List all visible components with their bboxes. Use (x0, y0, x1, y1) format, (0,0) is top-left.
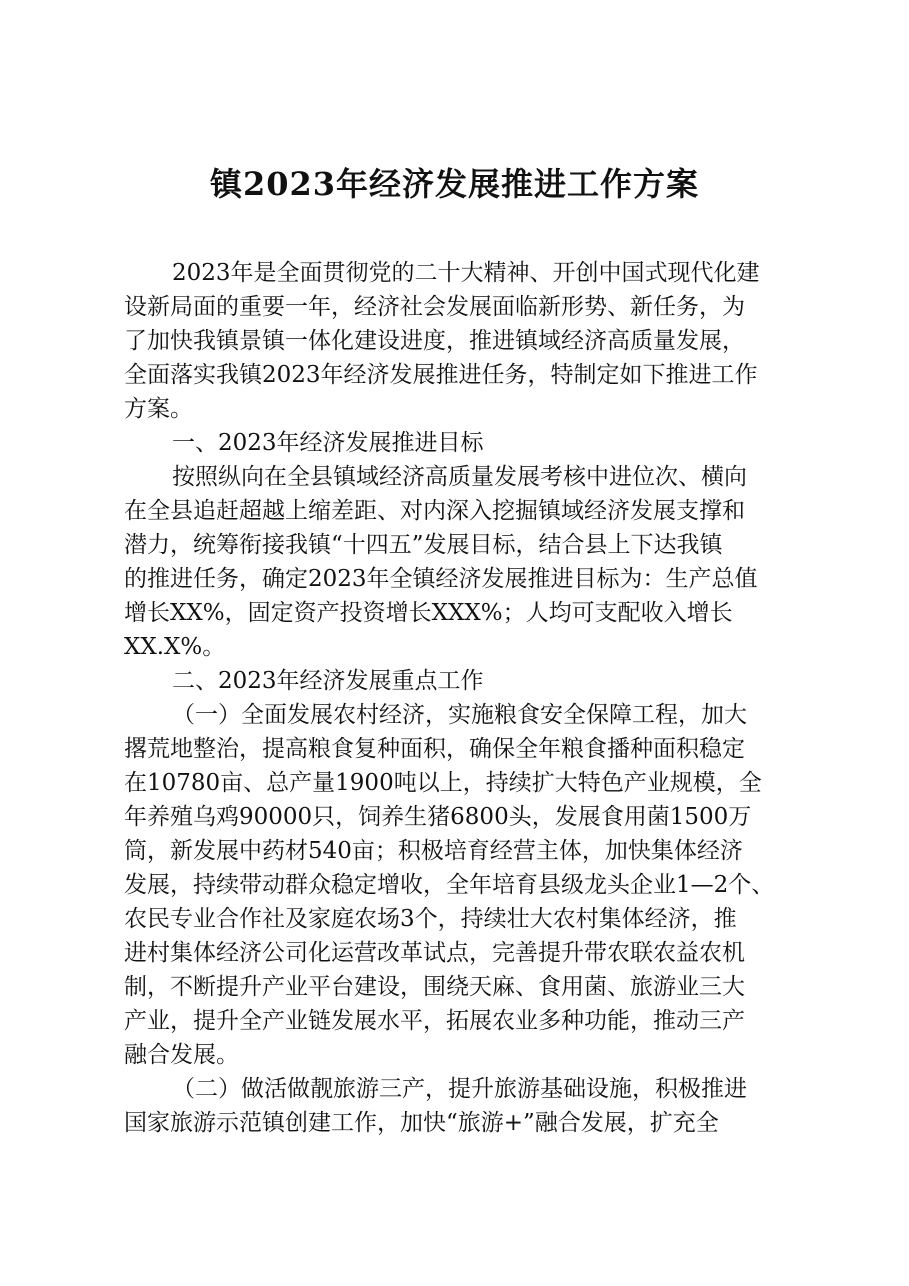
text-line: 增长XX%，固定资产投资增长XXX%；人均可支配收入增长 (124, 600, 733, 626)
text-line: （一）全面发展农村经济，实施粮食安全保障工程，加大 (172, 702, 747, 728)
text-line: 撂荒地整治，提高粮食复种面积，确保全年粮食播种面积稳定 (124, 736, 745, 762)
text-line: 二、2023年经济发展重点工作 (172, 668, 484, 694)
text-line: 进村集体经济公司化运营改革试点，完善提升带农联农益农机 (124, 940, 745, 966)
text-line: 按照纵向在全县镇域经济高质量发展考核中进位次、横向 (172, 464, 747, 490)
text-line: 一、2023年经济发展推进目标 (172, 430, 484, 456)
text-line: 2023年是全面贯彻党的二十大精神、开创中国式现代化建 (172, 260, 760, 286)
text-line: 农民专业合作社及家庭农场3个，持续壮大农村集体经济，推 (124, 906, 737, 932)
text-line: 设新局面的重要一年，经济社会发展面临新形势、新任务，为 (124, 294, 745, 320)
text-line: 全面落实我镇2023年经济发展推进任务，特制定如下推进工作 (124, 362, 758, 388)
text-line: 方案。 (124, 396, 193, 422)
text-line: 筒，新发展中药材540亩；积极培育经营主体，加快集体经济 (124, 838, 743, 864)
text-line: （二）做活做靓旅游三产，提升旅游基础设施，积极推进 (172, 1076, 747, 1102)
text-line: 发展，持续带动群众稳定增收，全年培育县级龙头企业1—2个、 (124, 872, 775, 898)
text-line: 在全县追赶超越上缩差距、对内深入挖掘镇域经济发展支撑和 (124, 498, 745, 524)
text-line: 了加快我镇景镇一体化建设进度，推进镇域经济高质量发展， (124, 328, 745, 354)
text-line: 的推进任务，确定2023年全镇经济发展推进目标为：生产总值 (124, 566, 758, 592)
text-line: 在10780亩、总产量1900吨以上，持续扩大特色产业规模，全 (124, 770, 762, 796)
text-line: 制，不断提升产业平台建设，围绕天麻、食用菌、旅游业三大 (124, 974, 745, 1000)
document-body (124, 256, 824, 1140)
text-line: XX.X%。 (124, 634, 226, 660)
text-line: 产业，提升全产业链发展水平，拓展农业多种功能，推动三产 (124, 1008, 745, 1034)
text-line: 融合发展。 (124, 1042, 239, 1068)
document-title: 镇2023年经济发展推进工作方案 (209, 165, 700, 203)
text-line: 潜力，统筹衔接我镇“十四五”发展目标，结合县上下达我镇 (124, 532, 723, 558)
text-line: 国家旅游示范镇创建工作，加快“旅游+”融合发展，扩充全 (124, 1110, 719, 1136)
text-line: 年养殖乌鸡90000只，饲养生猪6800头，发展食用菌1500万 (124, 804, 752, 830)
